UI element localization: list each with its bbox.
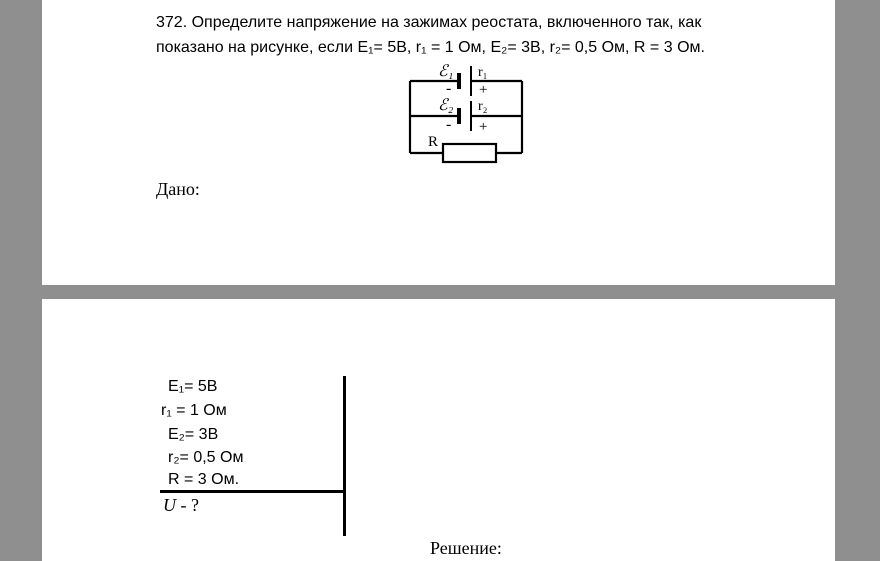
find-variable: U bbox=[163, 495, 176, 515]
battery-2-plus-sign: + bbox=[479, 119, 488, 135]
find-unknown bbox=[163, 495, 199, 516]
circuit-diagram bbox=[42, 0, 835, 285]
given-item-emf2: Е₂= 3В bbox=[168, 426, 219, 443]
document-page-2 bbox=[42, 299, 835, 561]
document-page-1 bbox=[42, 0, 835, 285]
problem-text-line-1: 372. Определите напряжение на зажимах реостата, включенного так, как bbox=[156, 14, 702, 31]
given-horizontal-divider bbox=[160, 490, 343, 493]
battery-2-minus-sign: - bbox=[446, 116, 452, 133]
r2-label: r₂ bbox=[478, 99, 488, 114]
solution-heading: Решение: bbox=[430, 538, 502, 558]
given-vertical-divider bbox=[343, 376, 346, 536]
r1-label: r₁ bbox=[478, 65, 488, 80]
battery-2-negative-plate bbox=[457, 108, 461, 124]
battery-2-positive-plate bbox=[470, 101, 472, 131]
battery-1-minus-sign: - bbox=[446, 80, 452, 97]
problem-text-line-2: показано на рисунке, если Е₁= 5В, r₁ = 1 Ом, Е₂= 3В, r₂= 0,5 Ом, R = 3 Ом. bbox=[156, 39, 705, 56]
given-item-r: R = 3 Ом. bbox=[168, 471, 240, 488]
battery-1-positive-plate bbox=[470, 66, 472, 96]
resistor-label: R bbox=[428, 134, 439, 150]
battery-1-plus-sign: + bbox=[479, 82, 488, 98]
battery-1-negative-plate bbox=[457, 73, 461, 89]
given-item-r1: r₁ = 1 Ом bbox=[161, 402, 227, 419]
emf-2-label: ℰ₂ bbox=[438, 97, 454, 114]
emf-1-label: ℰ₁ bbox=[438, 63, 454, 80]
find-question: - ? bbox=[176, 495, 199, 515]
given-item-emf1: Е₁= 5В bbox=[168, 378, 218, 395]
given-heading: Дано: bbox=[156, 179, 200, 199]
given-item-r2: r₂= 0,5 Ом bbox=[168, 449, 244, 466]
